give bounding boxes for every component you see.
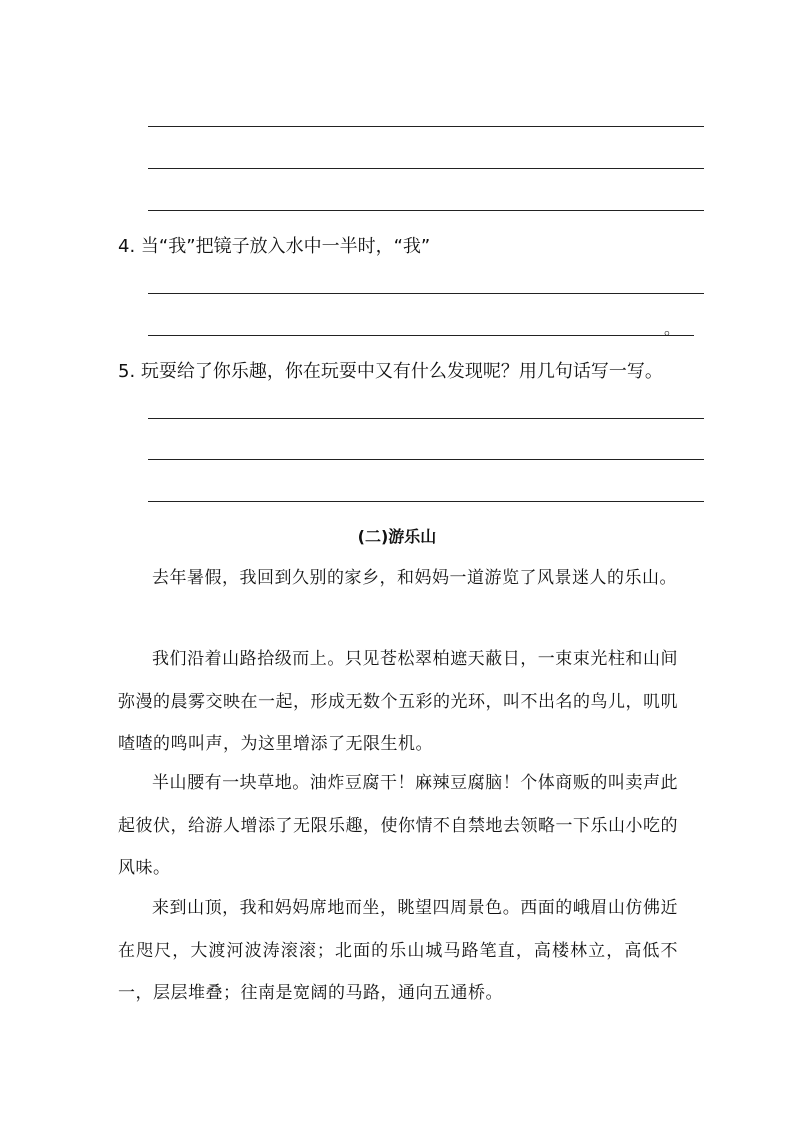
passage-paragraph: 半山腰有一块草地。油炸豆腐干！麻辣豆腐脑！个体商贩的叫卖声此起彼伏，给游人增添了无限乐趣，使你情不自禁地去领略一下乐山小吃的风味。: [118, 773, 678, 878]
answer-line[interactable]: [148, 459, 704, 460]
answer-line[interactable]: [148, 501, 704, 502]
answer-line[interactable]: [148, 335, 694, 336]
question-text: 玩耍给了你乐趣，你在玩耍中又有什么发现呢？用几句话写一写。: [140, 361, 663, 382]
answer-line[interactable]: [148, 210, 704, 211]
passage-paragraph: 我们沿着山路拾级而上。只见苍松翠柏遮天蔽日，一束束光柱和山间弥漫的晨雾交映在一起，形成无数个五彩的光环，叫不出名的鸟儿，叽叽喳喳的鸣叫声，为这里增添了无限生机。: [118, 649, 678, 754]
passage-paragraph: 来到山顶，我和妈妈席地而坐，眺望四周景色。西面的峨眉山仿佛近在咫尺，大渡河波涛滚滚；北面的乐山城马路笔直，高楼林立，高低不一，层层堆叠；往南是宽阔的马路，通向五通桥。: [118, 898, 678, 1003]
question-5: [118, 357, 663, 383]
question-number: 4.: [118, 236, 136, 257]
passage-title: (二)游乐山: [357, 527, 437, 546]
passage-paragraph: 去年暑假，我回到久别的家乡，和妈妈一道游览了风景迷人的乐山。: [152, 568, 677, 588]
answer-line[interactable]: [148, 126, 704, 127]
question-number: 5.: [118, 361, 136, 382]
answer-line[interactable]: [148, 293, 704, 294]
question-ending: 。: [664, 319, 681, 338]
answer-line[interactable]: [148, 168, 704, 169]
question-text: 当“我”把镜子放入水中一半时，“我”: [140, 236, 431, 257]
question-4: [118, 232, 430, 258]
answer-line[interactable]: [148, 418, 704, 419]
